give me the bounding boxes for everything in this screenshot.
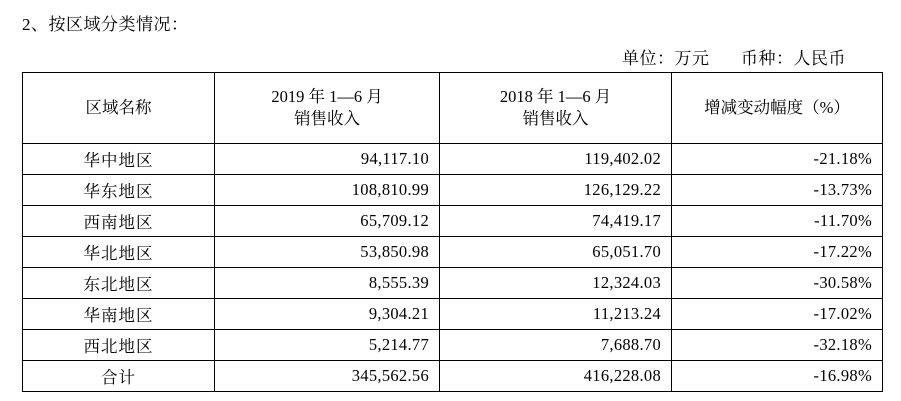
- column-header-2019: [215, 73, 440, 144]
- column-header-2018-line1: 2018 年 1—6 月: [499, 86, 612, 106]
- column-header-2019-line1: 2019 年 1—6 月: [271, 86, 383, 106]
- table-header-row: [23, 73, 883, 144]
- cell-region: 西北地区: [23, 330, 215, 361]
- unit-label: 单位：万元: [622, 49, 710, 68]
- cell-2019: 8,555.39: [215, 268, 440, 299]
- table-total-row: [23, 361, 883, 392]
- cell-2018: 11,213.24: [440, 299, 672, 330]
- column-header-2018-line2: 销售收入: [522, 109, 589, 128]
- cell-2018: 126,129.22: [440, 175, 672, 206]
- table-row: [23, 175, 883, 206]
- cell-2019: 94,117.10: [215, 144, 440, 175]
- table-row: [23, 237, 883, 268]
- cell-region: 东北地区: [23, 268, 215, 299]
- cell-change: -17.22%: [672, 237, 883, 268]
- cell-region: 西南地区: [23, 206, 215, 237]
- column-header-2018: [440, 73, 672, 144]
- table-row: [23, 299, 883, 330]
- section-title: 2、按区域分类情况：: [22, 15, 189, 34]
- cell-2019: 53,850.98: [215, 237, 440, 268]
- column-header-change-line1: 增减变动幅度（%）: [704, 97, 850, 117]
- cell-change: -21.18%: [672, 144, 883, 175]
- column-header-2019-line2: 销售收入: [294, 109, 360, 128]
- cell-2018: 7,688.70: [440, 330, 672, 361]
- cell-change: -13.73%: [672, 175, 883, 206]
- table-row: [23, 268, 883, 299]
- cell-2018: 12,324.03: [440, 268, 672, 299]
- cell-region: 华东地区: [23, 175, 215, 206]
- column-header-region-line1: 区域名称: [85, 97, 152, 117]
- cell-change: -11.70%: [672, 206, 883, 237]
- cell-change: -30.58%: [672, 268, 883, 299]
- cell-region: 华南地区: [23, 299, 215, 330]
- column-header-region: [23, 73, 215, 144]
- cell-region-total: 合计: [23, 361, 215, 392]
- cell-2019: 108,810.99: [215, 175, 440, 206]
- cell-2018-total: 416,228.08: [440, 361, 672, 392]
- currency-label: 币种：人民币: [741, 49, 846, 68]
- cell-2019: 65,709.12: [215, 206, 440, 237]
- cell-2018: 74,419.17: [440, 206, 672, 237]
- unit-and-currency-line: [622, 44, 846, 69]
- table-row: [23, 330, 883, 361]
- cell-region: 华中地区: [23, 144, 215, 175]
- column-header-change: [672, 73, 883, 144]
- cell-change: -32.18%: [672, 330, 883, 361]
- cell-2019: 5,214.77: [215, 330, 440, 361]
- region-sales-table: [22, 72, 883, 392]
- cell-2019: 9,304.21: [215, 299, 440, 330]
- table-row: [23, 144, 883, 175]
- cell-region: 华北地区: [23, 237, 215, 268]
- cell-change: -17.02%: [672, 299, 883, 330]
- cell-2018: 119,402.02: [440, 144, 672, 175]
- cell-change-total: -16.98%: [672, 361, 883, 392]
- cell-2019-total: 345,562.56: [215, 361, 440, 392]
- cell-2018: 65,051.70: [440, 237, 672, 268]
- table-row: [23, 206, 883, 237]
